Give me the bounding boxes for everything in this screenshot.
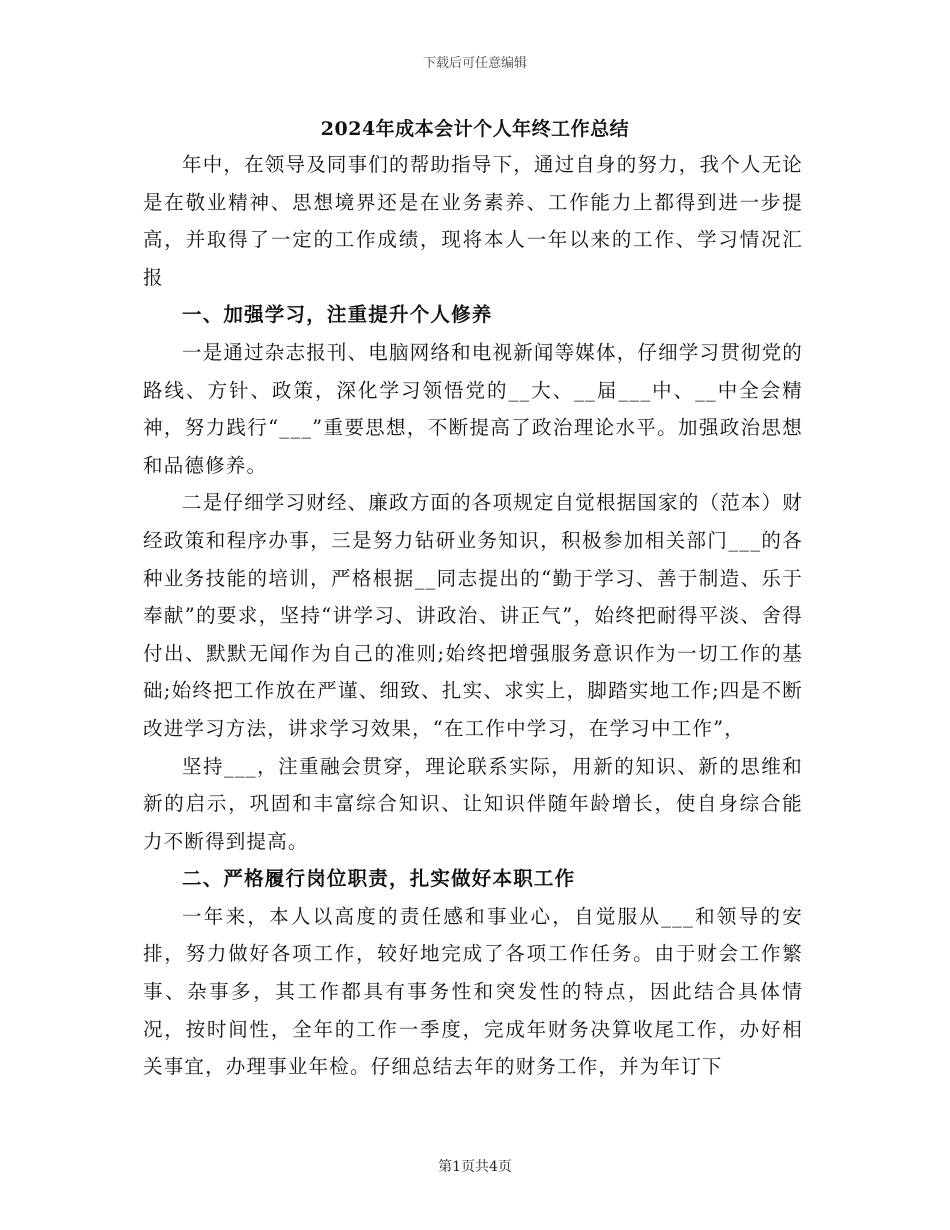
intro-paragraph: 年中，在领导及同事们的帮助指导下，通过自身的努力，我个人无论是在敬业精神、思想境界还是在业务素养、工作能力上都得到进一步提高，并取得了一定的工作成绩，现将本人一年以来的工作、学习情况汇报: [143, 153, 804, 289]
section-1-paragraph-3: 坚持___，注重融会贯穿，理论联系实际，用新的知识、新的思维和新的启示，巩固和丰富综合知识、让知识伴随年龄增长，使自身综合能力不断得到提高。: [143, 754, 803, 853]
document-body: [143, 146, 803, 1086]
section-1-paragraph-1: 一是通过杂志报刊、电脑网络和电视新闻等媒体，仔细学习贯彻党的路线、方针、政策，深化学习领悟党的__大、__届___中、__中全会精神，努力践行“___”重要思想，不断提高了政治理论水平。加强政治思想和品德修养。: [143, 340, 804, 477]
section-1-heading: 一、加强学习，注重提升个人修养: [182, 303, 493, 327]
page-header-note: 下载后可任意编辑: [422, 56, 527, 71]
section-2-heading: 二、严格履行岗位职责，扎实做好本职工作: [182, 867, 576, 891]
page-number: 第1页共4页: [438, 1159, 512, 1175]
section-2-paragraph-1: 一年来，本人以高度的责任感和事业心，自觉服从___和领导的安排，努力做好各项工作，较好地完成了各项工作任务。由于财会工作繁事、杂事多，其工作都具有事务性和突发性的特点，因此结合具体情况，按时间性，全年的工作一季度，完成年财务决算收尾工作，办好相关事宜，办理事业年检。仔细总结去年的财务工作，并为年订下: [143, 904, 803, 1079]
document-title: 2024年成本会计个人年终工作总结: [320, 118, 630, 140]
section-1-paragraph-2: 二是仔细学习财经、廉政方面的各项规定自觉根据国家的（范本）财经政策和程序办事，三是努力钻研业务知识，积极参加相关部门___的各种业务技能的培训，严格根据__同志提出的“勤于学习、善于制造、乐于奉献”的要求，坚持“讲学习、讲政治、讲正气”，始终把耐得平淡、舍得付出、默默无闻作为自己的准则;始终把增强服务意识作为一切工作的基础;始终把工作放在严谨、细致、扎实、求实上，脚踏实地工作;四是不断改进学习方法，讲求学习效果，“在工作中学习，在学习中工作”，: [143, 491, 804, 740]
